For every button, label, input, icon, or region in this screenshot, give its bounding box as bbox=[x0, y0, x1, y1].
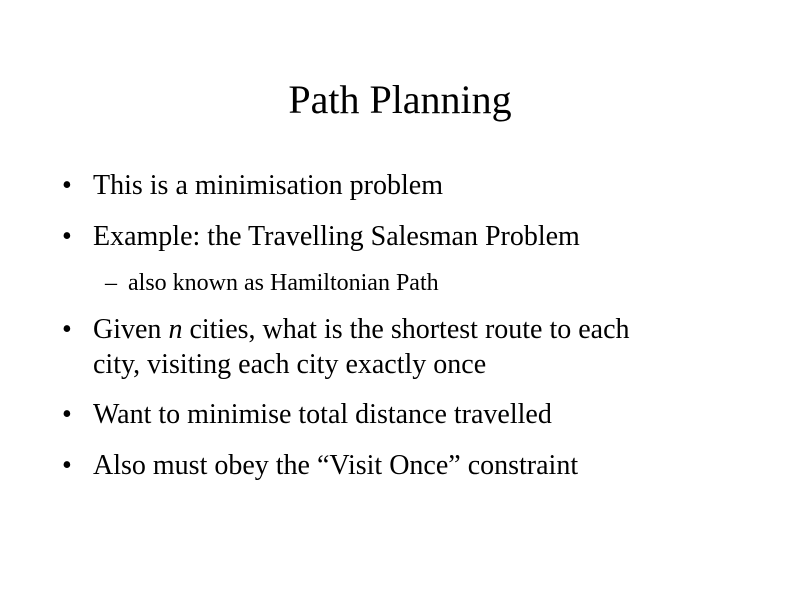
bullet-text: Also must obey the “Visit Once” constraint bbox=[93, 450, 579, 481]
bullet-marker: • bbox=[62, 450, 72, 481]
bullet-text-continuation: city, visiting each city exactly once bbox=[93, 349, 487, 380]
bullet-text: This is a minimisation problem bbox=[93, 170, 443, 201]
bullet-text-italic: n bbox=[168, 314, 183, 345]
sub-bullet-marker: – bbox=[105, 270, 117, 296]
bullet-text-pre: Given bbox=[93, 314, 169, 345]
slide-title: Path Planning bbox=[288, 77, 512, 122]
bullet-text-post: cities, what is the shortest route to each bbox=[182, 314, 630, 345]
bullet-marker: • bbox=[62, 314, 72, 345]
bullet-text bbox=[93, 312, 630, 348]
sub-bullet-text: also known as Hamiltonian Path bbox=[128, 270, 439, 296]
bullet-text: Example: the Travelling Salesman Problem bbox=[93, 221, 580, 252]
bullet-marker: • bbox=[62, 170, 72, 201]
bullet-marker: • bbox=[62, 221, 72, 252]
bullet-text: Want to minimise total distance travelled bbox=[93, 399, 552, 430]
bullet-marker: • bbox=[62, 399, 72, 430]
